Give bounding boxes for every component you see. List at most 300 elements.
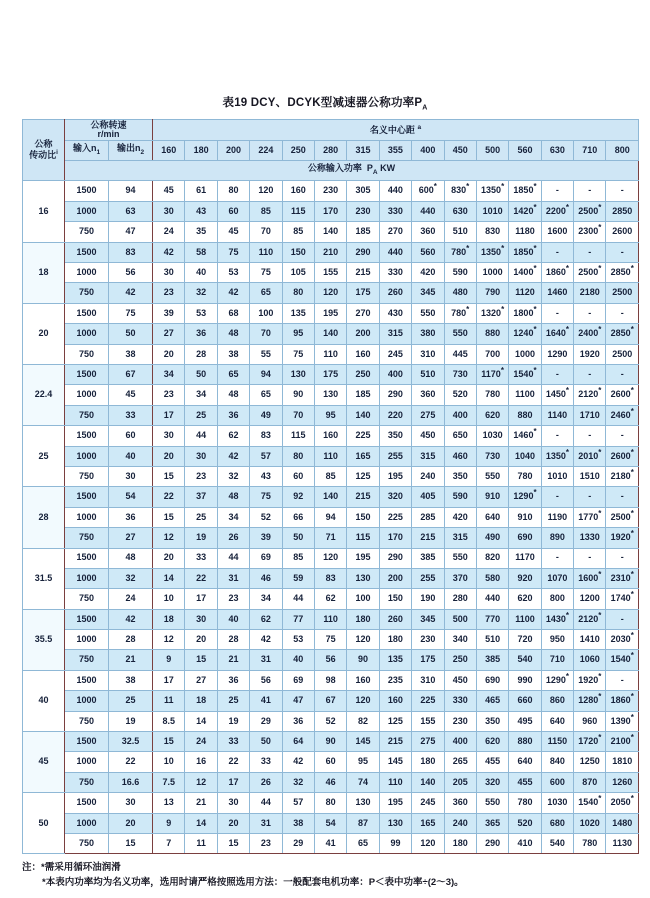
power-cell: 1850*: [509, 242, 541, 262]
power-cell: 385: [476, 650, 508, 670]
asterisk-marker: *: [466, 243, 470, 253]
power-cell: 28: [217, 630, 249, 650]
power-cell: 2310*: [606, 568, 639, 588]
power-cell: 680: [541, 813, 573, 833]
output-speed-cell: 33: [109, 405, 153, 425]
input-speed-cell: 1500: [65, 303, 109, 323]
input-speed-cell: 750: [65, 405, 109, 425]
power-cell: 215: [347, 487, 379, 507]
power-cell: -: [574, 548, 606, 568]
output-speed-cell: 32.5: [109, 732, 153, 752]
output-speed-cell: 38: [109, 670, 153, 690]
asterisk-marker: *: [630, 732, 634, 742]
power-cell: 800: [541, 589, 573, 609]
table-row: [23, 630, 639, 650]
power-cell: 780*: [444, 242, 476, 262]
power-cell: -: [606, 609, 639, 629]
power-cell: 1640*: [541, 324, 573, 344]
power-cell: 70: [282, 405, 314, 425]
input-speed-cell: 1000: [65, 752, 109, 772]
power-cell: 64: [282, 732, 314, 752]
power-cell: 250: [444, 650, 476, 670]
power-cell: 1860*: [606, 691, 639, 711]
power-cell: 1000: [476, 263, 508, 283]
power-cell: 120: [314, 283, 346, 303]
power-cell: 830*: [444, 181, 476, 201]
power-cell: 235: [379, 670, 411, 690]
power-cell: 455: [509, 772, 541, 792]
power-cell: 1420*: [509, 201, 541, 221]
power-cell: 24: [185, 732, 217, 752]
power-cell: 1320*: [476, 303, 508, 323]
power-cell: -: [541, 303, 573, 323]
power-cell: 205: [444, 772, 476, 792]
footnote-line-2: [22, 876, 628, 891]
power-cell: 20: [153, 446, 185, 466]
output-speed-cell: 60: [109, 426, 153, 446]
output-speed-cell: 25: [109, 691, 153, 711]
power-cell: 870: [574, 772, 606, 792]
asterisk-marker: *: [598, 447, 602, 457]
asterisk-marker: *: [630, 406, 634, 416]
power-cell: 135: [379, 650, 411, 670]
power-cell: 40: [282, 650, 314, 670]
table-body: [23, 181, 639, 854]
header-a-450: 450: [444, 140, 476, 160]
power-cell: -: [541, 548, 573, 568]
power-cell: 2600*: [606, 385, 639, 405]
power-cell: 10: [153, 752, 185, 772]
input-speed-cell: 1500: [65, 670, 109, 690]
asterisk-marker: *: [598, 610, 602, 620]
table-row: [23, 650, 639, 670]
header-speed-line2: r/min: [97, 128, 120, 139]
power-cell: 2180*: [606, 466, 639, 486]
power-cell: 1350*: [541, 446, 573, 466]
power-cell: 990: [509, 670, 541, 690]
power-cell: 1010: [476, 201, 508, 221]
power-cell: 2010*: [574, 446, 606, 466]
nominal-power-table: [22, 119, 639, 854]
power-cell: 310: [412, 670, 444, 690]
power-cell: 1280*: [574, 691, 606, 711]
power-cell: 230: [444, 711, 476, 731]
power-cell: 920: [509, 568, 541, 588]
power-cell: 21: [217, 650, 249, 670]
power-cell: 37: [185, 487, 217, 507]
power-cell: 340: [444, 630, 476, 650]
power-cell: 41: [250, 691, 282, 711]
power-cell: 33: [185, 548, 217, 568]
input-speed-cell: 1000: [65, 446, 109, 466]
asterisk-marker: *: [565, 386, 569, 396]
power-cell: -: [606, 548, 639, 568]
power-cell: 32: [217, 466, 249, 486]
power-cell: 1190: [541, 507, 573, 527]
asterisk-marker: *: [533, 264, 537, 273]
output-speed-cell: 22: [109, 752, 153, 772]
power-cell: 440: [379, 181, 411, 201]
power-cell: 15: [153, 466, 185, 486]
power-cell: -: [606, 670, 639, 690]
power-cell: 180: [412, 752, 444, 772]
power-cell: 14: [185, 711, 217, 731]
power-cell: 23: [250, 833, 282, 853]
table-row: [23, 181, 639, 201]
output-speed-cell: 19: [109, 711, 153, 731]
output-speed-cell: 56: [109, 263, 153, 283]
input-speed-cell: 1500: [65, 242, 109, 262]
header-ratio-sup: i: [56, 148, 58, 156]
power-cell: 130: [347, 793, 379, 813]
asterisk-marker: *: [630, 692, 634, 702]
power-cell: 27: [185, 670, 217, 690]
header-a-355: 355: [379, 140, 411, 160]
footnotes: [22, 861, 628, 890]
power-cell: 1540*: [574, 793, 606, 813]
power-cell: 46: [314, 772, 346, 792]
output-speed-cell: 30: [109, 466, 153, 486]
asterisk-marker: *: [533, 304, 537, 314]
power-cell: 460: [444, 446, 476, 466]
header-center-distance-sup: a: [417, 123, 422, 131]
power-cell: 165: [412, 813, 444, 833]
asterisk-marker: *: [598, 569, 602, 579]
table-row: [23, 385, 639, 405]
power-cell: 500: [444, 609, 476, 629]
header-power-label: 公称输入功率: [307, 163, 362, 174]
power-cell: 155: [314, 263, 346, 283]
power-cell: 26: [217, 528, 249, 548]
output-speed-cell: 45: [109, 385, 153, 405]
power-cell: 20: [217, 813, 249, 833]
asterisk-marker: *: [598, 732, 602, 742]
power-cell: -: [606, 303, 639, 323]
power-cell: 17: [153, 405, 185, 425]
power-cell: 315: [412, 446, 444, 466]
power-cell: 180: [379, 630, 411, 650]
input-speed-cell: 1000: [65, 201, 109, 221]
power-cell: 110: [314, 344, 346, 364]
input-speed-cell: 1500: [65, 426, 109, 446]
power-cell: 830: [476, 222, 508, 242]
power-cell: 140: [314, 222, 346, 242]
power-cell: 115: [282, 201, 314, 221]
power-cell: 720: [509, 630, 541, 650]
power-cell: 62: [314, 589, 346, 609]
table-row: [23, 589, 639, 609]
power-cell: 240: [444, 813, 476, 833]
power-cell: 225: [347, 426, 379, 446]
output-speed-cell: 15: [109, 833, 153, 853]
power-cell: 69: [250, 548, 282, 568]
power-cell: 175: [412, 650, 444, 670]
power-cell: 180: [347, 609, 379, 629]
power-cell: 62: [250, 609, 282, 629]
power-cell: 265: [444, 752, 476, 772]
power-cell: 36: [185, 324, 217, 344]
power-cell: 45: [217, 222, 249, 242]
power-cell: 15: [153, 507, 185, 527]
power-cell: -: [606, 181, 639, 201]
power-cell: 490: [476, 528, 508, 548]
power-cell: 50: [282, 528, 314, 548]
table-row: [23, 466, 639, 486]
power-cell: 1000: [509, 344, 541, 364]
power-cell: 34: [153, 364, 185, 384]
page-title: [0, 0, 650, 111]
power-cell: -: [541, 364, 573, 384]
asterisk-marker: *: [630, 590, 634, 600]
power-cell: 2500*: [574, 263, 606, 283]
power-cell: 19: [217, 711, 249, 731]
power-cell: 2500: [606, 344, 639, 364]
power-cell: 315: [444, 528, 476, 548]
power-cell: 260: [379, 283, 411, 303]
table-row: [23, 691, 639, 711]
power-cell: 1810: [606, 752, 639, 772]
power-cell: -: [606, 487, 639, 507]
output-speed-cell: 21: [109, 650, 153, 670]
asterisk-marker: *: [598, 223, 602, 233]
asterisk-marker: *: [565, 447, 569, 457]
power-cell: 100: [250, 303, 282, 323]
power-cell: 52: [250, 507, 282, 527]
power-cell: 29: [282, 833, 314, 853]
power-cell: 405: [412, 487, 444, 507]
power-cell: 47: [282, 691, 314, 711]
power-cell: 18: [185, 691, 217, 711]
output-speed-cell: 32: [109, 568, 153, 588]
asterisk-marker: *: [598, 692, 602, 702]
power-cell: 98: [314, 670, 346, 690]
power-cell: 42: [217, 446, 249, 466]
power-cell: 290: [379, 385, 411, 405]
power-cell: 1410: [574, 630, 606, 650]
power-cell: 200: [379, 568, 411, 588]
power-cell: 17: [153, 670, 185, 690]
power-cell: 85: [282, 222, 314, 242]
power-cell: 195: [314, 303, 346, 323]
power-cell: 1030: [541, 793, 573, 813]
power-cell: 75: [250, 487, 282, 507]
asterisk-marker: *: [501, 182, 505, 192]
input-speed-cell: 1000: [65, 324, 109, 344]
input-speed-cell: 750: [65, 711, 109, 731]
ratio-cell: 18: [23, 242, 65, 303]
power-cell: 2120*: [574, 609, 606, 629]
power-cell: 15: [185, 650, 217, 670]
power-cell: 21: [185, 793, 217, 813]
asterisk-marker: *: [533, 325, 537, 335]
asterisk-marker: *: [630, 264, 634, 273]
power-cell: 57: [282, 793, 314, 813]
power-cell: 225: [412, 691, 444, 711]
input-speed-cell: 1000: [65, 568, 109, 588]
power-cell: 95: [314, 405, 346, 425]
power-cell: 39: [153, 303, 185, 323]
ratio-cell: 25: [23, 426, 65, 487]
asterisk-marker: *: [630, 467, 634, 477]
output-speed-cell: 40: [109, 446, 153, 466]
power-cell: 550: [444, 548, 476, 568]
asterisk-marker: *: [630, 325, 634, 335]
power-cell: 13: [153, 793, 185, 813]
power-cell: 330: [379, 263, 411, 283]
power-cell: 1400*: [509, 263, 541, 283]
power-table-wrapper: [22, 119, 634, 854]
header-a-160: 160: [153, 140, 185, 160]
power-cell: 320: [476, 772, 508, 792]
power-cell: 55: [250, 344, 282, 364]
power-cell: 890: [541, 528, 573, 548]
output-speed-cell: 75: [109, 303, 153, 323]
power-cell: 20: [153, 548, 185, 568]
input-speed-cell: 1500: [65, 181, 109, 201]
power-cell: 195: [379, 466, 411, 486]
power-cell: 700: [476, 344, 508, 364]
asterisk-marker: *: [630, 386, 634, 396]
power-cell: 75: [282, 344, 314, 364]
power-cell: 290: [476, 833, 508, 853]
power-cell: 2500: [606, 283, 639, 303]
power-cell: 280: [444, 589, 476, 609]
power-cell: 1140: [541, 405, 573, 425]
power-cell: 32: [185, 283, 217, 303]
output-speed-cell: 63: [109, 201, 153, 221]
power-cell: 150: [379, 589, 411, 609]
power-cell: 1540*: [509, 364, 541, 384]
asterisk-marker: *: [500, 365, 504, 375]
input-speed-cell: 1500: [65, 548, 109, 568]
power-cell: 780: [509, 466, 541, 486]
power-cell: 140: [314, 487, 346, 507]
power-cell: 360: [412, 385, 444, 405]
power-cell: 85: [282, 548, 314, 568]
power-cell: 80: [217, 181, 249, 201]
power-cell: 14: [185, 813, 217, 833]
table-row: [23, 487, 639, 507]
power-cell: 165: [347, 446, 379, 466]
table-row: [23, 813, 639, 833]
power-cell: 330: [444, 691, 476, 711]
power-cell: 290: [347, 242, 379, 262]
input-speed-cell: 1000: [65, 385, 109, 405]
power-cell: 53: [217, 263, 249, 283]
table-row: [23, 568, 639, 588]
asterisk-marker: *: [630, 447, 634, 457]
output-speed-cell: 30: [109, 793, 153, 813]
table-row: [23, 222, 639, 242]
power-cell: 80: [314, 793, 346, 813]
table-row: [23, 201, 639, 221]
power-cell: 780: [476, 385, 508, 405]
table-row: [23, 609, 639, 629]
power-cell: 1290*: [509, 487, 541, 507]
power-cell: 110: [379, 772, 411, 792]
power-cell: 780: [509, 793, 541, 813]
power-cell: 1180: [509, 222, 541, 242]
input-speed-cell: 1000: [65, 507, 109, 527]
power-cell: 15: [153, 732, 185, 752]
header-center-distance-label: 名义中心距: [369, 124, 415, 135]
power-cell: 215: [347, 263, 379, 283]
power-cell: 620: [509, 589, 541, 609]
power-cell: 1430*: [541, 609, 573, 629]
power-cell: 54: [314, 813, 346, 833]
header-input-sub: 1: [96, 148, 101, 156]
power-cell: 590: [444, 263, 476, 283]
page-title-text: 表19 DCY、DCYK型减速器公称功率P: [222, 97, 423, 109]
power-cell: 65: [250, 283, 282, 303]
power-cell: 2850*: [606, 263, 639, 283]
power-cell: -: [541, 242, 573, 262]
power-cell: 880: [509, 732, 541, 752]
power-cell: 2300*: [574, 222, 606, 242]
power-cell: 200: [347, 324, 379, 344]
input-speed-cell: 1500: [65, 793, 109, 813]
asterisk-marker: *: [533, 243, 537, 253]
header-ratio-line2: 传动比: [29, 149, 57, 160]
power-cell: 42: [217, 283, 249, 303]
output-speed-cell: 24: [109, 589, 153, 609]
power-cell: 1170*: [476, 364, 508, 384]
input-speed-cell: 1000: [65, 630, 109, 650]
power-cell: 135: [282, 303, 314, 323]
power-cell: 860: [541, 691, 573, 711]
asterisk-marker: *: [433, 182, 437, 192]
power-cell: 345: [412, 283, 444, 303]
power-cell: 160: [282, 181, 314, 201]
header-input-label: 输入n: [72, 143, 97, 154]
header-speed-line1: 公称转速: [90, 119, 127, 130]
asterisk-marker: *: [501, 304, 505, 314]
output-speed-cell: 16.6: [109, 772, 153, 792]
ratio-cell: 40: [23, 670, 65, 731]
power-cell: 145: [347, 732, 379, 752]
power-cell: 190: [412, 589, 444, 609]
header-a-224: 224: [250, 140, 282, 160]
header-input-speed: [65, 140, 109, 160]
input-speed-cell: 750: [65, 833, 109, 853]
power-cell: 2100*: [606, 732, 639, 752]
power-cell: 640: [509, 752, 541, 772]
output-speed-cell: 48: [109, 548, 153, 568]
power-cell: 620: [476, 732, 508, 752]
power-cell: 240: [412, 466, 444, 486]
input-speed-cell: 1000: [65, 813, 109, 833]
output-speed-cell: 83: [109, 242, 153, 262]
power-cell: 170: [314, 201, 346, 221]
table-row: [23, 711, 639, 731]
power-cell: 83: [250, 426, 282, 446]
power-cell: 360: [444, 793, 476, 813]
input-speed-cell: 750: [65, 222, 109, 242]
output-speed-cell: 42: [109, 283, 153, 303]
power-cell: 44: [185, 426, 217, 446]
power-cell: 270: [347, 303, 379, 323]
ratio-cell: 35.5: [23, 609, 65, 670]
power-cell: 2600: [606, 222, 639, 242]
header-power-symbol: P: [366, 163, 373, 174]
power-cell: 34: [217, 507, 249, 527]
power-cell: 1920*: [606, 528, 639, 548]
power-cell: 45: [153, 181, 185, 201]
power-cell: 120: [250, 181, 282, 201]
power-cell: 560: [412, 242, 444, 262]
header-speed: [65, 120, 153, 140]
asterisk-marker: *: [501, 243, 505, 253]
